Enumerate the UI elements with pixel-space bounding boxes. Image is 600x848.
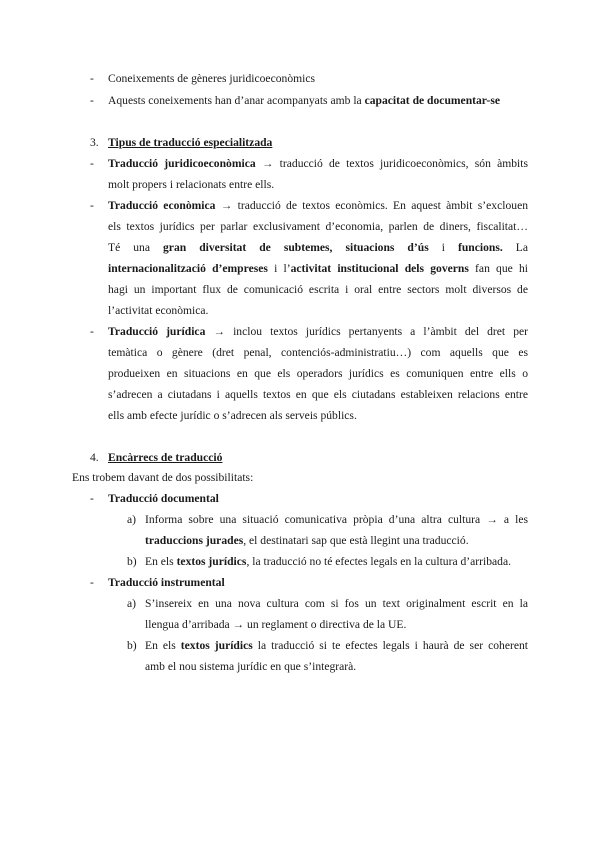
paragraph-juridica-line3: produeixen en situacions en que els operadors jurídics es comuniquen entre ells o	[108, 367, 528, 380]
section-heading-encarrecs: Encàrrecs de traducció	[108, 451, 223, 464]
documental-b-line1: En els textos jurídics, la traducció no té efectes legals en la cultura d’arribada.	[145, 555, 512, 568]
sub-item-label: b)	[127, 555, 137, 568]
documental-a-line2: traduccions jurades, el destinatari sap que està llegint una traducció.	[145, 534, 469, 547]
sub-item-label: a)	[127, 513, 137, 526]
paragraph-juridicoeconomica-line2: molt propers i relacionats entre ells.	[108, 178, 275, 191]
paragraph-economica-line5: hagi un important flux de comunicació escrita i oral entre sectors molt diversos de	[108, 283, 528, 296]
section-intro: Ens trobem davant de dos possibilitats:	[72, 471, 254, 484]
paragraph-juridica-line5: ells amb efecte jurídic o s’adrecen als serveis públics.	[108, 409, 357, 422]
instrumental-b-line2: amb el nou sistema jurídic en que s’integrarà.	[145, 660, 357, 673]
instrumental-a-line2: llengua d’arribada → un reglament o directiva de la UE.	[145, 618, 407, 631]
sub-item-label: a)	[127, 597, 137, 610]
subheading-documental: Traducció documental	[108, 492, 219, 505]
paragraph-economica-line6: l’activitat econòmica.	[108, 304, 209, 317]
paragraph-economica-line4: internacionalització d’empreses i l’activitat institucional dels governs fan que hi	[108, 262, 528, 275]
documental-a-line1: Informa sobre una situació comunicativa pròpia d’una altra cultura → a les	[145, 513, 528, 526]
list-item-coneixements: Coneixements de gèneres juridicoeconòmics	[108, 72, 316, 85]
instrumental-a-line1: S’insereix en una nova cultura com si fos un text originalment escrit en la	[145, 597, 528, 610]
bullet-dash: -	[90, 157, 94, 170]
paragraph-economica-line2: els textos jurídics per parlar exclusivament d’economia, parlen de diners, fiscalitat…	[108, 220, 528, 233]
bullet-dash: -	[90, 492, 94, 505]
bullet-dash: -	[90, 199, 94, 212]
paragraph-juridica-line1: Traducció jurídica → inclou textos jurídics pertanyents a l’àmbit del dret per	[108, 325, 529, 338]
bullet-dash: -	[90, 94, 94, 107]
section-number: 3.	[90, 136, 99, 149]
instrumental-b-line1: En els textos jurídics la traducció si te efectes legals i haurà de ser coherent	[145, 639, 528, 652]
section-heading-tipus: Tipus de traducció especialitzada	[108, 136, 273, 149]
paragraph-economica-line1: Traducció econòmica → traducció de textos econòmics. En aquest àmbit s’exclouen	[108, 199, 529, 212]
section-number: 4.	[90, 451, 99, 464]
paragraph-juridica-line4: s’adrecen a ciutadans i aquells textos en que els ciutadans estableixen relacions entre	[108, 388, 528, 401]
bullet-dash: -	[90, 576, 94, 589]
bullet-dash: -	[90, 72, 94, 85]
paragraph-juridica-line2: temàtica o gènere (dret penal, contenciós-administratiu…) com aquells que es	[108, 346, 528, 359]
list-item-documentar: Aquests coneixements han d’anar acompanyats amb la capacitat de documentar-se	[108, 94, 501, 107]
subheading-instrumental: Traducció instrumental	[108, 576, 225, 589]
bullet-dash: -	[90, 325, 94, 338]
paragraph-economica-line3: Té una gran diversitat de subtemes, situacions d’ús i funcions. La	[108, 241, 528, 254]
paragraph-juridicoeconomica-line1: Traducció juridicoeconòmica → traducció de textos juridicoeconòmics, són àmbits	[108, 157, 528, 170]
sub-item-label: b)	[127, 639, 137, 652]
